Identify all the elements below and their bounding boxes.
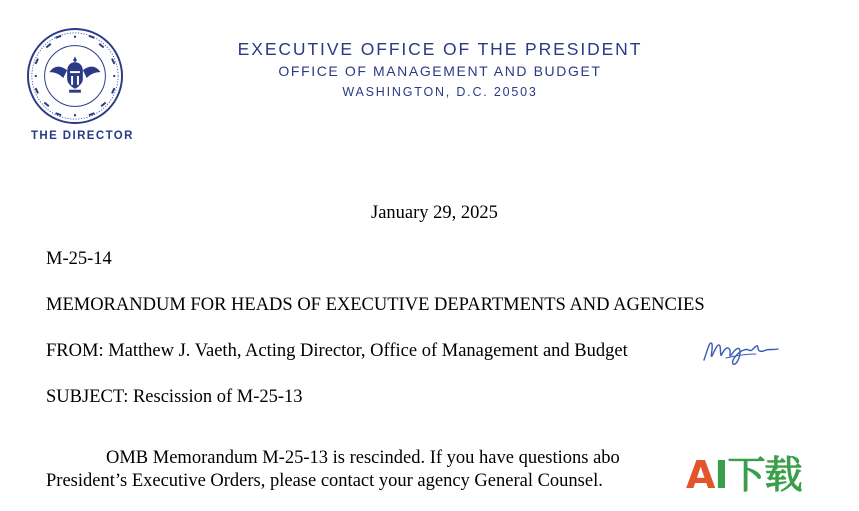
- memo-date: January 29, 2025: [371, 203, 498, 223]
- memo-body-line-1: OMB Memorandum M-25-13 is rescinded. If you have questions abo: [106, 448, 620, 468]
- watermark-letter-a: A: [686, 453, 715, 497]
- letterhead-title: EXECUTIVE OFFICE OF THE PRESIDENT: [237, 39, 643, 59]
- memo-body-line-2: President’s Executive Orders, please contact your agency General Counsel.: [46, 471, 603, 491]
- letterhead-subtitle: OFFICE OF MANAGEMENT AND BUDGET: [278, 63, 602, 79]
- memo-number: M-25-14: [46, 249, 112, 269]
- memo-subject: SUBJECT: Rescission of M-25-13: [46, 387, 303, 407]
- watermark-logo: [686, 453, 802, 497]
- letterhead-address: WASHINGTON, D.C. 20503: [342, 85, 538, 99]
- memo-addressee: MEMORANDUM FOR HEADS OF EXECUTIVE DEPARTMENTS AND AGENCIES: [46, 295, 705, 315]
- director-label: THE DIRECTOR: [31, 130, 134, 142]
- watermark-text: I下载: [714, 453, 802, 497]
- memo-from: FROM: Matthew J. Vaeth, Acting Director, Office of Management and Budget: [46, 341, 628, 361]
- signature-icon: [700, 334, 780, 370]
